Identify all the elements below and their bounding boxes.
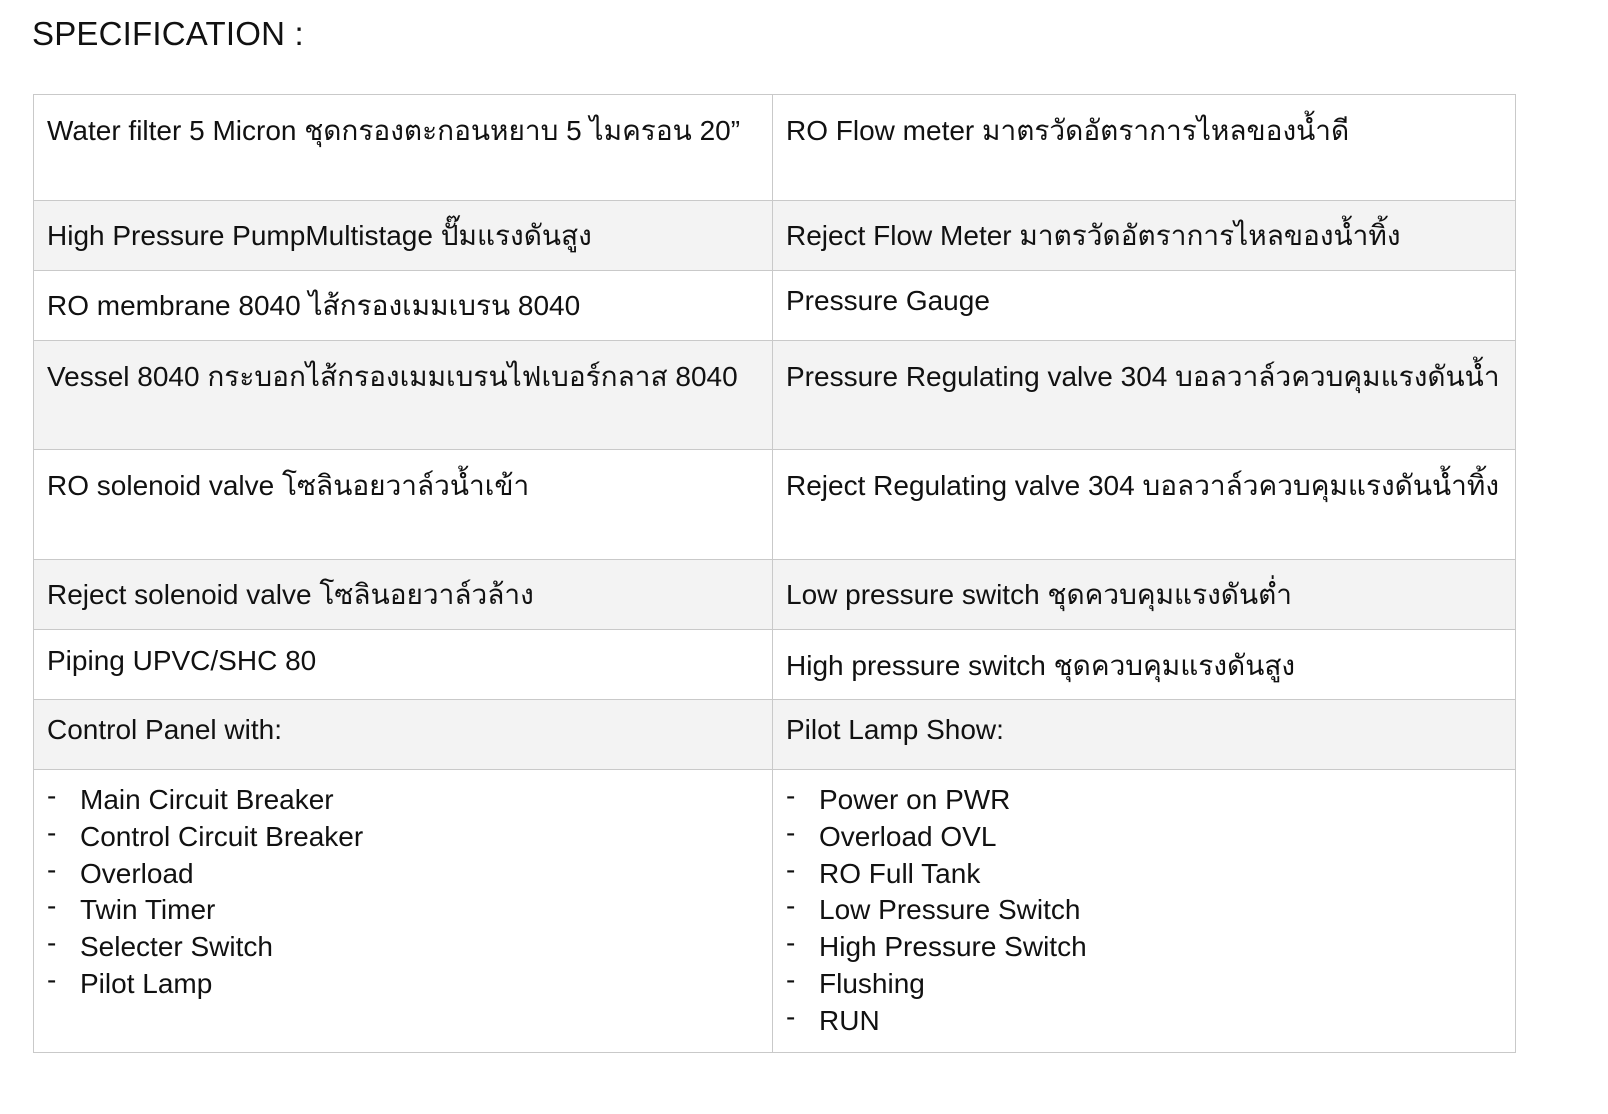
spec-cell-right: High pressure switch ชุดควบคุมแรงดันสูง <box>773 630 1516 700</box>
dash-bullet: - <box>786 963 796 995</box>
spec-cell-right: Reject Regulating valve 304 บอลวาล์วควบคุมแรงดันน้ำทิ้ง <box>773 450 1516 560</box>
list-item <box>786 963 1503 1003</box>
list-item-label: Control Circuit Breaker <box>80 820 364 852</box>
table-row <box>34 341 1516 450</box>
spec-cell-right: Reject Flow Meter มาตรวัดอัตราการไหลของน้ำทิ้ง <box>773 201 1516 271</box>
list-item <box>47 929 760 966</box>
list-item-label: Overload <box>80 857 194 889</box>
spec-cell-left: RO membrane 8040 ไส้กรองเมมเบรน 8040 <box>34 271 773 341</box>
spec-cell-left: High Pressure PumpMultistage ปั๊มแรงดันสูง <box>34 201 773 271</box>
list-item-label: Flushing <box>819 967 925 999</box>
table-row <box>34 700 1516 770</box>
list-item-label: RO Full Tank <box>819 857 981 889</box>
table-row <box>34 630 1516 700</box>
list-item-label: RUN <box>819 1004 880 1036</box>
page-title: SPECIFICATION : <box>32 15 304 52</box>
list-item <box>786 816 1503 856</box>
list-item <box>786 929 1503 966</box>
list-item-label: Pilot Lamp <box>80 967 213 999</box>
list-item-label: Overload OVL <box>819 820 997 852</box>
list-item-label: High Pressure Switch <box>819 931 1087 963</box>
control-panel-cell <box>34 770 773 1053</box>
list-item <box>47 816 760 856</box>
spec-cell-right: RO Flow meter มาตรวัดอัตราการไหลของน้ำดี <box>773 95 1516 201</box>
dash-bullet: - <box>47 963 57 995</box>
control-panel-list <box>47 782 760 1003</box>
spec-cell-right: Pressure Regulating valve 304 บอลวาล์วควบคุมแรงดันน้ำ <box>773 341 1516 450</box>
pilot-lamp-cell <box>773 770 1516 1053</box>
spec-cell-right: Low pressure switch ชุดควบคุมแรงดันต่ำ <box>773 560 1516 630</box>
list-item-label: Main Circuit Breaker <box>80 784 334 815</box>
dash-bullet: - <box>47 890 57 922</box>
list-item <box>47 782 760 819</box>
dash-bullet: - <box>47 853 57 885</box>
list-item <box>47 963 760 1003</box>
spec-cell-left: RO solenoid valve โซลินอยวาล์วน้ำเข้า <box>34 450 773 560</box>
list-item <box>786 1000 1503 1040</box>
table-row <box>34 95 1516 201</box>
table-row <box>34 560 1516 630</box>
list-item-label: Low Pressure Switch <box>819 894 1081 926</box>
dash-bullet: - <box>786 780 796 811</box>
spec-cell-left: Reject solenoid valve โซลินอยวาล์วล้าง <box>34 560 773 630</box>
list-item <box>47 853 760 893</box>
dash-bullet: - <box>786 816 796 848</box>
spec-cell-left: Piping UPVC/SHC 80 <box>34 630 773 700</box>
list-item-label: Selecter Switch <box>80 931 273 963</box>
specification-table <box>33 94 1516 1053</box>
table-row <box>34 201 1516 271</box>
list-item <box>786 853 1503 893</box>
list-item <box>786 892 1503 929</box>
dash-bullet: - <box>786 853 796 885</box>
list-item-label: Twin Timer <box>80 894 216 926</box>
spec-cell-left: Water filter 5 Micron ชุดกรองตะกอนหยาบ 5 ไมครอน 20” <box>34 95 773 201</box>
table-row <box>34 271 1516 341</box>
dash-bullet: - <box>786 890 796 922</box>
dash-bullet: - <box>47 927 57 959</box>
control-panel-heading: Control Panel with: <box>34 700 773 770</box>
pilot-lamp-heading: Pilot Lamp Show: <box>773 700 1516 770</box>
spec-cell-right: Pressure Gauge <box>773 271 1516 341</box>
dash-bullet: - <box>786 927 796 959</box>
table-row <box>34 770 1516 1053</box>
dash-bullet: - <box>786 1000 796 1032</box>
pilot-lamp-list <box>786 782 1503 1040</box>
list-item <box>47 892 760 929</box>
dash-bullet: - <box>47 780 57 811</box>
list-item <box>786 782 1503 819</box>
list-item-label: Power on PWR <box>819 784 1011 815</box>
spec-cell-left: Vessel 8040 กระบอกไส้กรองเมมเบรนไฟเบอร์กลาส 8040 <box>34 341 773 450</box>
dash-bullet: - <box>47 816 57 848</box>
table-row <box>34 450 1516 560</box>
